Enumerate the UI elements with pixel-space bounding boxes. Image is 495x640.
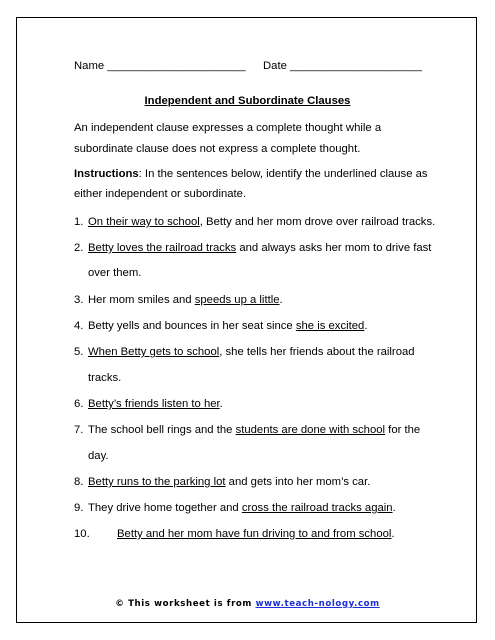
sentence-text: They drive home together and [88,502,242,514]
question-sentence [88,345,415,359]
underlined-clause: Betty and her mom have fun driving to and from school [117,528,392,540]
question-sentence [88,501,396,515]
instructions-label: Instructions [74,168,139,180]
question-sentence [88,215,435,229]
question-sentence [88,475,370,489]
question-number: 2. [74,242,84,254]
underlined-clause: she is excited [295,320,365,332]
underlined-clause: On their way to school [88,216,200,228]
underlined-clause: students are done with school [235,424,386,436]
worksheet-title: Independent and Subordinate Clauses [144,95,351,107]
instructions-line-1 [74,167,428,181]
question-sentence [117,527,395,541]
question-number: 1. [74,216,84,228]
question-continuation: tracks. [88,372,122,384]
sentence-text: , she tells her friends about the railroad [219,346,415,358]
question-number: 3. [74,294,84,306]
sentence-text: Betty yells and bounces in her seat since [88,320,296,332]
name-field-label: Name ______________________ [74,60,246,72]
question-sentence [88,423,420,437]
question-number: 7. [74,424,84,436]
question-number: 9. [74,502,84,514]
sentence-text: Her mom smiles and [88,294,195,306]
sentence-text: . [391,528,395,540]
footer-prefix: © This worksheet is from [115,599,256,609]
underlined-clause: Betty’s friends listen to her [88,398,220,410]
question-number: 10. [74,528,90,540]
sentence-text: . [279,294,283,306]
date-field-label: Date _____________________ [263,60,422,72]
underlined-clause: cross the railroad tracks again [241,502,393,514]
question-number: 4. [74,320,84,332]
question-sentence [88,397,223,411]
sentence-text: The school bell rings and the [88,424,236,436]
question-continuation: over them. [88,267,142,279]
question-sentence [88,319,367,333]
instructions-text: : In the sentences below, identify the underlined clause as [138,168,428,180]
underlined-clause: Betty runs to the parking lot [88,476,226,488]
question-sentence [88,293,283,307]
question-number: 6. [74,398,84,410]
question-number: 5. [74,346,84,358]
instructions-line-2: either independent or subordinate. [74,188,247,200]
sentence-text: for the [385,424,421,436]
question-continuation: day. [88,450,109,462]
sentence-text: . [364,320,368,332]
sentence-text: and gets into her mom’s car. [225,476,371,488]
sentence-text: . [392,502,396,514]
sentence-text: and always asks her mom to drive fast [236,242,432,254]
question-number: 8. [74,476,84,488]
sentence-text: . [219,398,223,410]
sentence-text: , Betty and her mom drove over railroad tracks. [199,216,436,228]
intro-line-2: subordinate clause does not express a complete thought. [74,143,361,155]
footer-link[interactable]: www.teach-nology.com [255,599,380,609]
intro-line-1: An independent clause expresses a complete thought while a [74,122,382,134]
underlined-clause: speeds up a little [194,294,280,306]
underlined-clause: When Betty gets to school [88,346,220,358]
footer-copyright [0,599,495,609]
underlined-clause: Betty loves the railroad tracks [88,242,237,254]
question-sentence [88,241,431,255]
